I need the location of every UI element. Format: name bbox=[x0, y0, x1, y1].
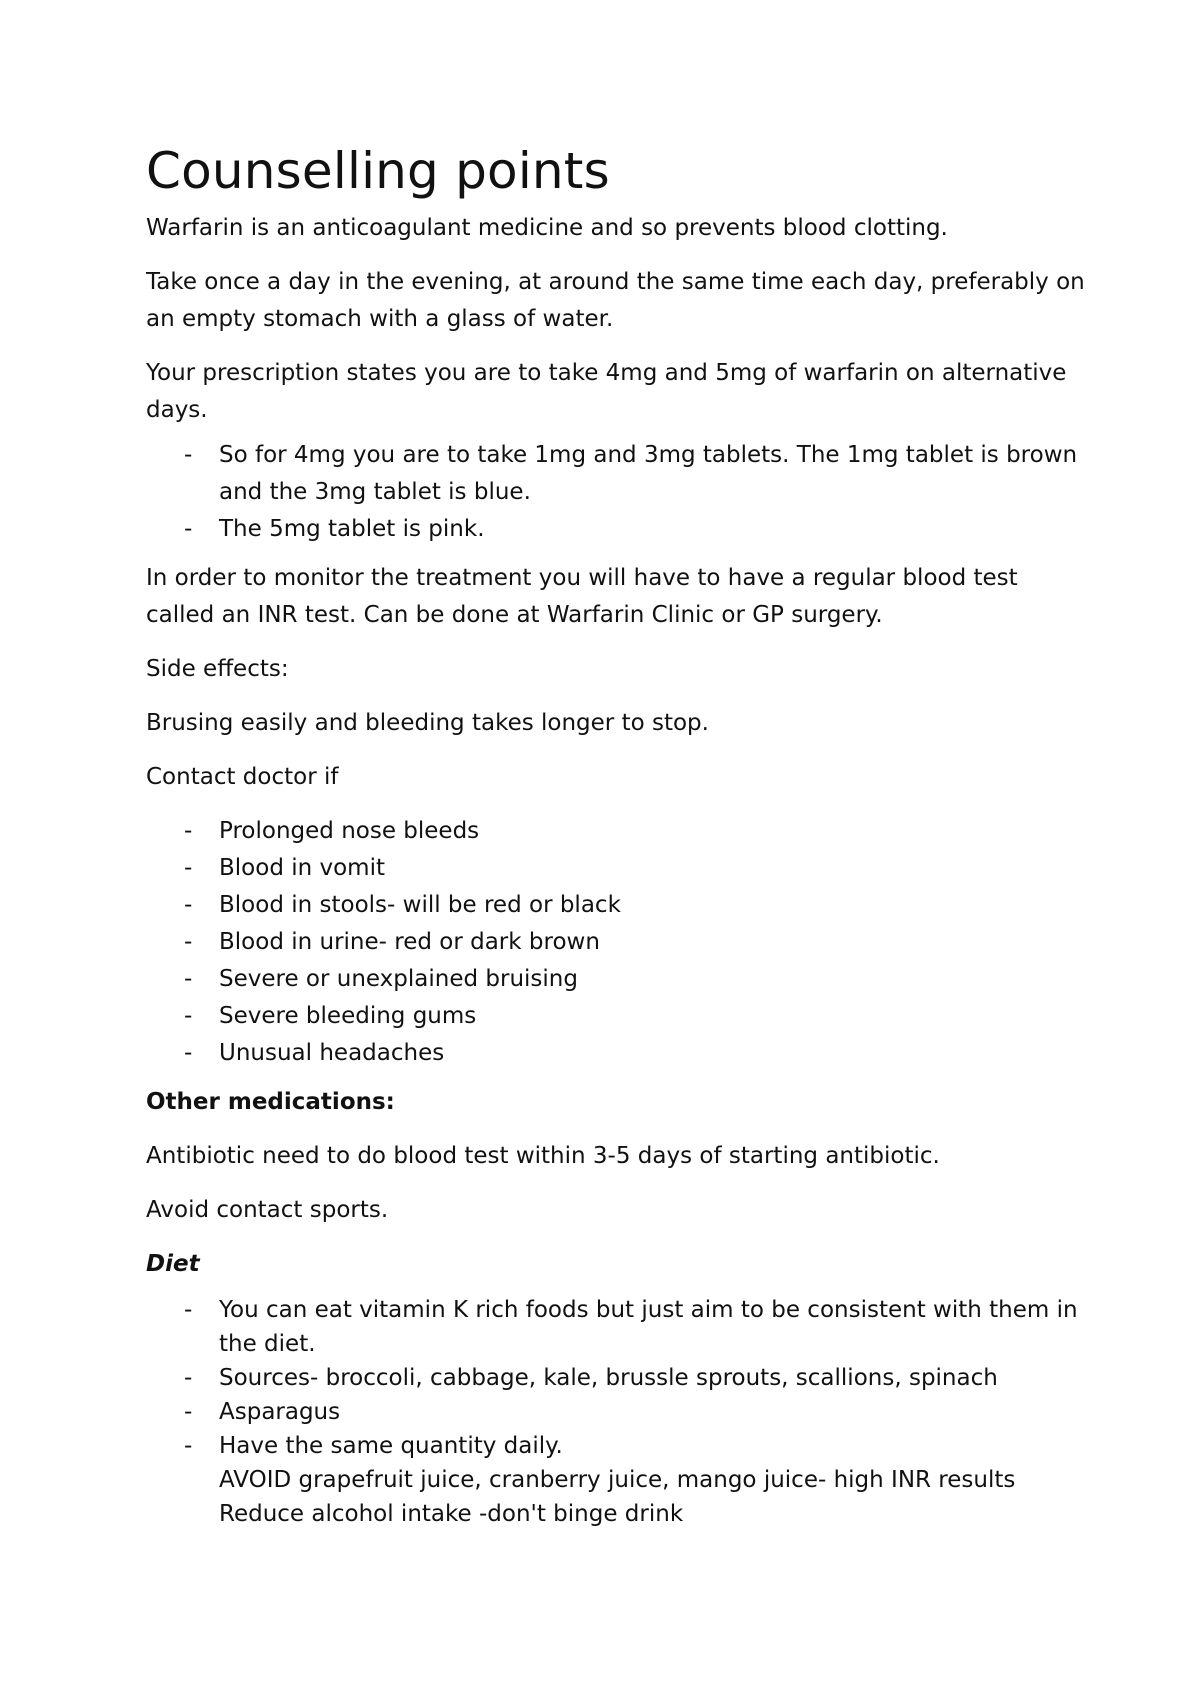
dash-bullet: - bbox=[184, 1003, 193, 1029]
diet-heading: Diet bbox=[146, 1251, 200, 1277]
list-item: - Severe or unexplained bruising bbox=[146, 961, 1086, 998]
dash-bullet: - bbox=[184, 1365, 193, 1391]
dash-bullet: - bbox=[184, 516, 193, 542]
list-item: - Have the same quantity daily. AVOID grapefruit juice, cranberry juice, mango juice- high INR results Reduce alcohol intake -don't binge drink bbox=[146, 1429, 1086, 1531]
contact-heading: Contact doctor if bbox=[146, 764, 339, 790]
list-item: - You can eat vitamin K rich foods but just aim to be consistent with them in the diet. bbox=[146, 1293, 1086, 1361]
list-item: - Blood in vomit bbox=[146, 850, 1086, 887]
diet-list bbox=[146, 1293, 1086, 1531]
dash-bullet: - bbox=[184, 966, 193, 992]
list-item: - Asparagus bbox=[146, 1395, 1086, 1429]
page-title: Counselling points bbox=[146, 142, 610, 200]
antibiotic-paragraph: Antibiotic need to do blood test within 3-5 days of starting antibiotic. bbox=[146, 1143, 940, 1169]
list-item: - Unusual headaches bbox=[146, 1035, 1086, 1072]
list-item: - Severe bleeding gums bbox=[146, 998, 1086, 1035]
tablets-list bbox=[146, 437, 1086, 548]
sports-paragraph: Avoid contact sports. bbox=[146, 1197, 389, 1223]
dash-bullet: - bbox=[184, 1433, 193, 1459]
dash-bullet: - bbox=[184, 442, 193, 468]
diet-alcohol-line: Reduce alcohol intake -don't binge drink bbox=[219, 1501, 684, 1527]
diet-avoid-line: AVOID grapefruit juice, cranberry juice, mango juice- high INR results bbox=[219, 1467, 1016, 1493]
other-medications-heading: Other medications: bbox=[146, 1089, 395, 1115]
side-effects-text: Brusing easily and bleeding takes longer to stop. bbox=[146, 710, 709, 736]
dash-bullet: - bbox=[184, 1040, 193, 1066]
document-page bbox=[146, 140, 1086, 1548]
list-item: - Blood in stools- will be red or black bbox=[146, 887, 1086, 924]
contact-list bbox=[146, 813, 1086, 1072]
dosing-paragraph: Take once a day in the evening, at around the same time each day, preferably on an empty stomach with a glass of water. bbox=[146, 269, 1085, 332]
list-item: - So for 4mg you are to take 1mg and 3mg tablets. The 1mg tablet is brown and the 3mg tablet is blue. bbox=[146, 437, 1086, 511]
prescription-paragraph: Your prescription states you are to take 4mg and 5mg of warfarin on alternative days. bbox=[146, 360, 1067, 423]
list-item: - Blood in urine- red or dark brown bbox=[146, 924, 1086, 961]
monitoring-paragraph: In order to monitor the treatment you will have to have a regular blood test called an INR test. Can be done at Warfarin Clinic or GP surgery. bbox=[146, 565, 1018, 628]
list-item: - Sources- broccoli, cabbage, kale, brussle sprouts, scallions, spinach bbox=[146, 1361, 1086, 1395]
list-item: - The 5mg tablet is pink. bbox=[146, 511, 1086, 548]
dash-bullet: - bbox=[184, 855, 193, 881]
intro-paragraph: Warfarin is an anticoagulant medicine and so prevents blood clotting. bbox=[146, 215, 948, 241]
dash-bullet: - bbox=[184, 1399, 193, 1425]
dash-bullet: - bbox=[184, 1297, 193, 1323]
dash-bullet: - bbox=[184, 929, 193, 955]
dash-bullet: - bbox=[184, 892, 193, 918]
side-effects-heading: Side effects: bbox=[146, 656, 289, 682]
dash-bullet: - bbox=[184, 818, 193, 844]
list-item: - Prolonged nose bleeds bbox=[146, 813, 1086, 850]
